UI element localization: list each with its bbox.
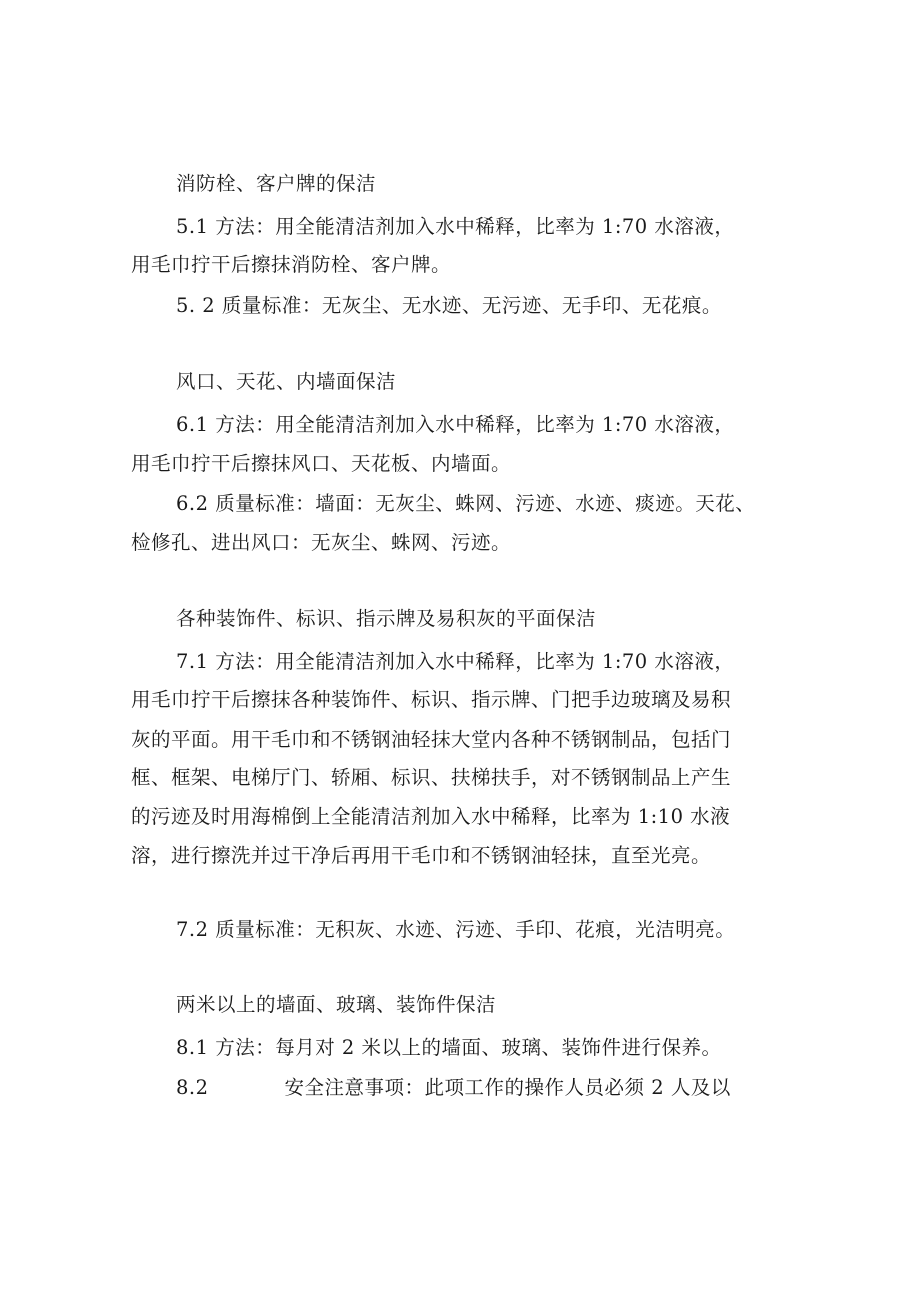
paragraph-line: 的污迹及时用海棉倒上全能清洁剂加入水中稀释，比率为 1:10 水液 — [131, 805, 731, 828]
paragraph-line: 6.1 方法：用全能清洁剂加入水中稀释，比率为 1:70 水溶液， — [176, 413, 735, 436]
section-heading: 消防栓、客户牌的保洁 — [176, 172, 377, 195]
section-heading: 风口、天花、内墙面保洁 — [176, 370, 397, 393]
section-heading: 各种装饰件、标识、指示牌及易积灰的平面保洁 — [176, 607, 597, 630]
paragraph-line: 5.1 方法：用全能清洁剂加入水中稀释，比率为 1:70 水溶液， — [176, 215, 735, 238]
paragraph-line: 7.2 质量标准：无积灰、水迹、污迹、手印、花痕，光洁明亮。 — [176, 918, 736, 941]
item-text: 安全注意事项：此项工作的操作人员必须 2 人及以 — [284, 1076, 731, 1099]
paragraph-line: 灰的平面。用干毛巾和不锈钢油轻抹大堂内各种不锈钢制品，包括门 — [131, 728, 732, 751]
paragraph-line: 溶，进行擦洗并过干净后再用干毛巾和不锈钢油轻抹，直至光亮。 — [131, 844, 712, 867]
item-number: 8.2 — [176, 1076, 209, 1099]
paragraph-line: 用毛巾拧干后擦抹各种装饰件、标识、指示牌、门把手边玻璃及易积 — [131, 688, 732, 711]
paragraph-line: 7.1 方法：用全能清洁剂加入水中稀释，比率为 1:70 水溶液， — [176, 650, 735, 673]
numbered-line — [176, 1076, 731, 1100]
paragraph-line: 框、框架、电梯厅门、轿厢、标识、扶梯扶手，对不锈钢制品上产生 — [131, 766, 732, 789]
paragraph-line: 8.1 方法：每月对 2 米以上的墙面、玻璃、装饰件进行保养。 — [176, 1036, 722, 1059]
paragraph-line: 用毛巾拧干后擦抹消防栓、客户牌。 — [131, 253, 452, 276]
section-heading: 两米以上的墙面、玻璃、装饰件保洁 — [176, 993, 497, 1016]
paragraph-line: 检修孔、进出风口：无灰尘、蛛网、污迹。 — [131, 531, 512, 554]
paragraph-line: 6.2 质量标准：墙面：无灰尘、蛛网、污迹、水迹、痰迹。天花、 — [176, 492, 756, 515]
paragraph-line: 用毛巾拧干后擦抹风口、天花板、内墙面。 — [131, 452, 512, 475]
paragraph-line: 5. 2 质量标准：无灰尘、无水迹、无污迹、无手印、无花痕。 — [176, 294, 722, 317]
